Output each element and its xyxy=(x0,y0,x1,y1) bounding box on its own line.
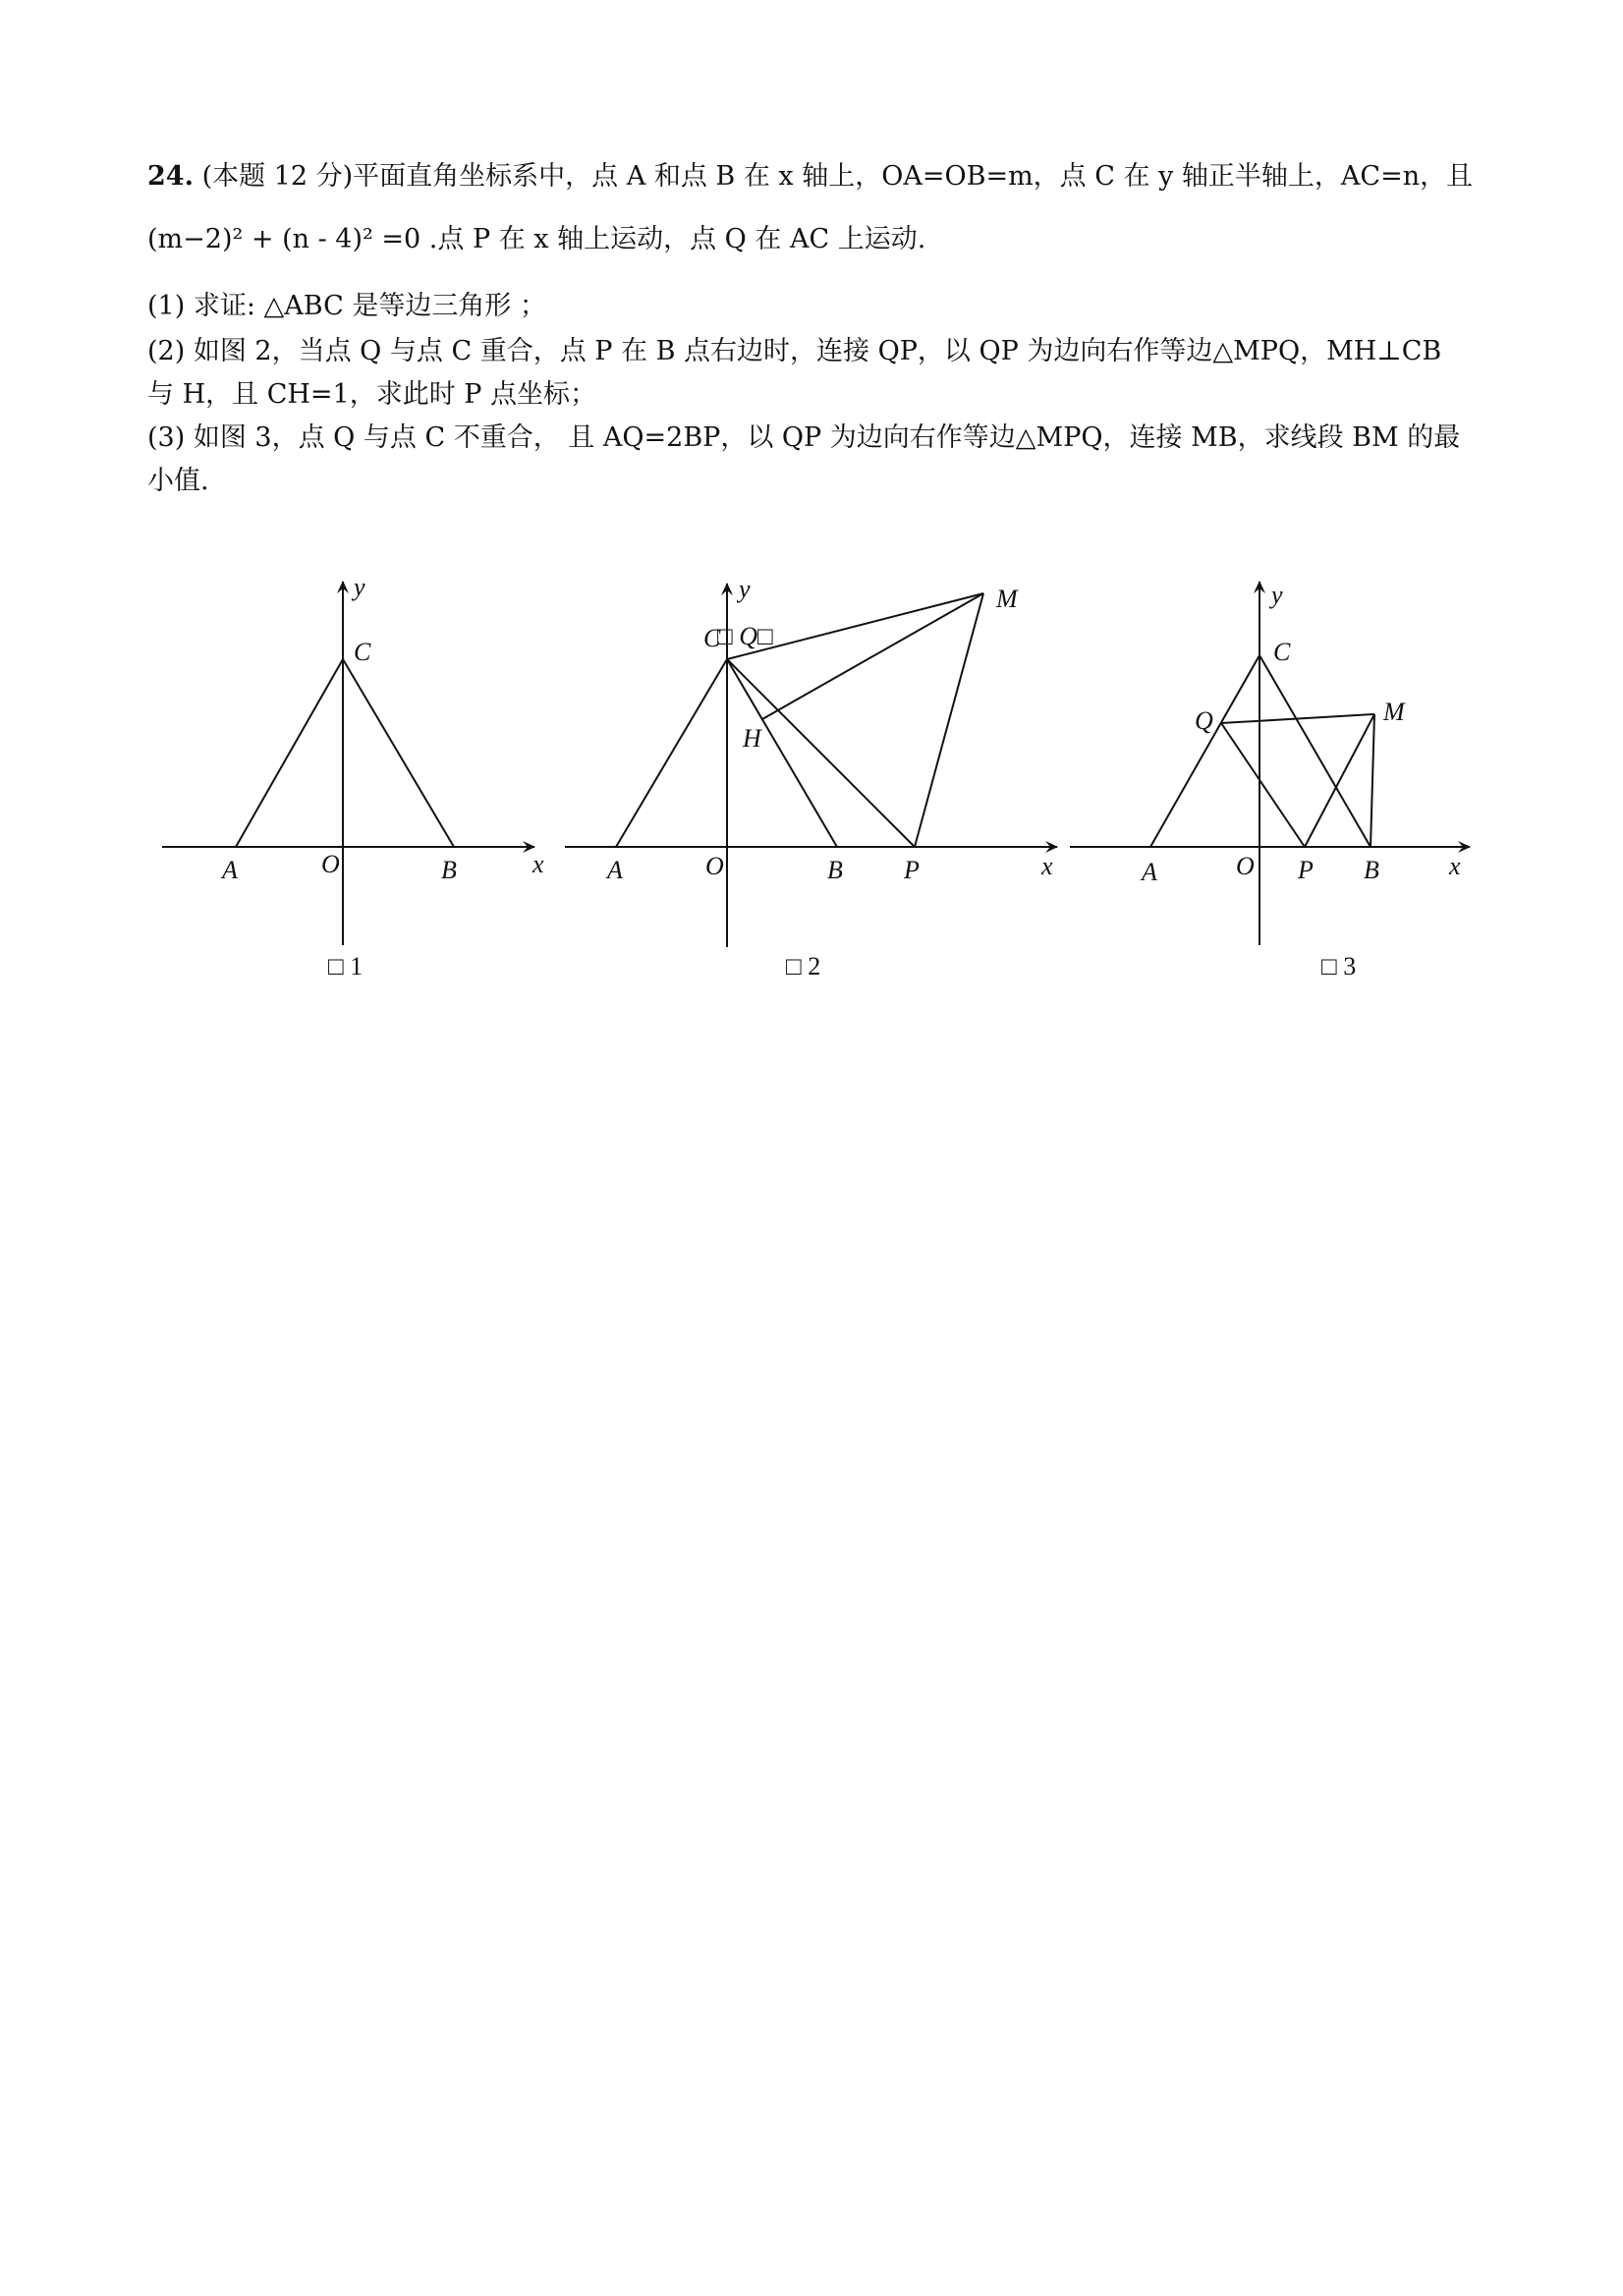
fig1-label-x: x xyxy=(532,850,544,878)
fig3-label-m: M xyxy=(1383,698,1405,726)
fig2-label-y: y xyxy=(739,575,751,603)
fig3-label-b: B xyxy=(1364,856,1379,884)
fig1-label-o: O xyxy=(321,850,340,878)
fig3-segment-cb xyxy=(1259,655,1371,847)
figure-1 xyxy=(162,582,534,945)
fig3-segment-bm xyxy=(1371,714,1374,847)
fig3-label-o: O xyxy=(1236,852,1255,880)
fig2-label-m: M xyxy=(996,585,1018,613)
fig2-label-h: H xyxy=(743,724,761,753)
fig2-label-a: A xyxy=(607,856,623,884)
fig2-label-p: P xyxy=(904,856,920,884)
fig2-label-o: O xyxy=(705,852,724,880)
problem-header: (本题 12 分)平面直角坐标系中，点 A 和点 B 在 x 轴上，OA=OB=m，点 C 在 y 轴正半轴上，AC=n，且 xyxy=(201,161,1474,192)
fig2-label-b: B xyxy=(827,856,843,884)
fig3-label-y: y xyxy=(1271,581,1283,609)
part-2-cont: 与 H，且 CH=1，求此时 P 点坐标； xyxy=(147,379,597,410)
part-1: (1) 求证: △ABC 是等边三角形 ； xyxy=(147,291,546,321)
fig3-caption: □ 3 xyxy=(1321,952,1357,980)
fig1-caption: □ 1 xyxy=(328,952,364,980)
fig1-label-b: B xyxy=(441,856,457,884)
problem-number: 24. xyxy=(147,161,194,192)
fig2-label-c: C xyxy=(703,624,721,652)
part-3: (3) 如图 3，点 Q 与点 C 不重合， 且 AQ=2BP，以 QP 为边向右作等边△MPQ，连接 MB，求线段 BM 的最 xyxy=(147,422,1461,453)
fig2-segment-ac xyxy=(616,659,727,847)
fig2-segment-mh xyxy=(762,593,983,719)
fig1-segment-cb xyxy=(343,659,454,847)
fig2-caption: □ 2 xyxy=(786,952,821,980)
fig2-label-x: x xyxy=(1041,852,1053,880)
problem-condition: (m−2)² + (n - 4)² =0 .点 P 在 x 轴上运动，点 Q 在 AC 上运动. xyxy=(147,224,926,254)
fig2-label-q: □ Q□ xyxy=(717,622,773,650)
fig3-label-a: A xyxy=(1142,858,1157,886)
fig1-label-c: C xyxy=(354,638,371,666)
fig3-segment-qp xyxy=(1221,723,1305,847)
fig1-segment-ac xyxy=(236,659,343,847)
part-2: (2) 如图 2，当点 Q 与点 C 重合，点 P 在 B 点右边时，连接 QP，以 QP 为边向右作等边△MPQ，MH⊥CB xyxy=(147,336,1442,366)
fig3-label-c: C xyxy=(1273,638,1291,666)
fig3-segment-pm xyxy=(1305,714,1374,847)
part-3-cont: 小值. xyxy=(147,466,209,496)
fig3-label-x: x xyxy=(1449,852,1461,880)
fig3-label-p: P xyxy=(1298,856,1314,884)
fig3-label-q: Q xyxy=(1195,706,1213,735)
fig2-segment-mp xyxy=(915,593,983,847)
fig3-segment-ac xyxy=(1150,655,1259,847)
figure-2 xyxy=(565,584,1057,947)
figure-3 xyxy=(1070,582,1470,945)
fig1-label-y: y xyxy=(354,573,365,601)
fig1-label-a: A xyxy=(222,856,238,884)
